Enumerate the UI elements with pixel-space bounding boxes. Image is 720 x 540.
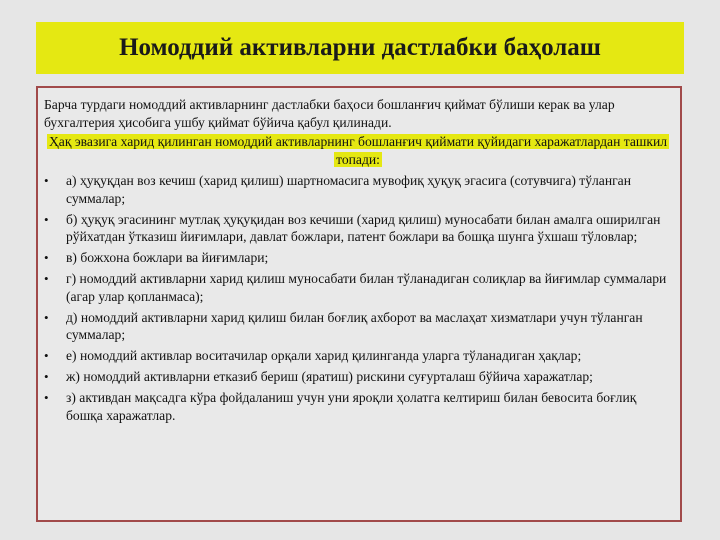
- highlight-text: Ҳақ эвазига харид қилинган номоддий активларнинг бошланғич қиймати қуйидаги харажатлардан ташкил топади:: [48, 134, 668, 167]
- list-item: [44, 172, 672, 207]
- list-item: [44, 347, 672, 365]
- list-item-text: а) ҳуқуқдан воз кечиш (харид қилиш) шартномасига мувофиқ ҳуқуқ эгасига (сотувчига) тўланган суммалар;: [66, 173, 631, 206]
- bullet-marker: •: [44, 309, 49, 325]
- list-item-text: ж) номоддий активларни етказиб бериш (яратиш) рискини суғурталаш бўйича харажатлар;: [66, 369, 593, 384]
- list-item: [44, 249, 672, 267]
- content-frame: [36, 86, 682, 522]
- bullet-marker: •: [44, 211, 49, 227]
- bullet-marker: •: [44, 250, 49, 265]
- bullet-marker: •: [44, 173, 49, 188]
- bullet-marker: •: [44, 390, 49, 405]
- bullet-marker: •: [44, 348, 49, 363]
- list-item: [44, 309, 672, 344]
- list-item-text: г) номоддий активларни харид қилиш муносабати билан тўланадиган солиқлар ва йиғимлар суммалари (агар улар қопланмаса);: [66, 271, 667, 304]
- list-item: [44, 211, 672, 246]
- list-item: [44, 368, 672, 386]
- list-item: [44, 270, 672, 305]
- slide-title: Номоддий активларни дастлабки баҳолаш: [119, 34, 601, 61]
- list-item-text: д) номоддий активларни харид қилиш билан боғлиқ ахборот ва маслаҳат хизматлари учун тўланган суммалар;: [66, 309, 643, 342]
- list-item: [44, 389, 672, 424]
- list-item-text: е) номоддий активлар воситачилар орқали харид қилинганда уларга тўланадиган ҳақлар;: [66, 348, 582, 363]
- highlight-block: [44, 133, 672, 168]
- list-item-text: в) божхона божлари ва йиғимлари;: [66, 250, 269, 265]
- list-item-text: б) ҳуқуқ эгасининг мутлақ ҳуқуқидан воз кечиши (харид қилиш) муносабати билан амалга оширилган рўйхатдан ўтказиш йиғимлари, давлат божлари, патент божлари ва бошқа шунга ўхшаш тўловлар;: [66, 211, 661, 244]
- list-item-text: з) активдан мақсадга кўра фойдаланиш учун уни яроқли ҳолатга келтириш билан бевосита боғлиқ бошқа харажатлар.: [66, 390, 637, 423]
- bullet-marker: •: [44, 271, 49, 286]
- cost-items-list: [44, 172, 672, 424]
- title-banner: [36, 22, 684, 74]
- bullet-marker: •: [44, 369, 49, 384]
- intro-paragraph: Барча турдаги номоддий активларнинг дастлабки баҳоси бошланғич қиймат бўлиши керак ва улар бухгалтерия ҳисобига ушбу қиймат бўйича қабул қилинади.: [44, 97, 615, 130]
